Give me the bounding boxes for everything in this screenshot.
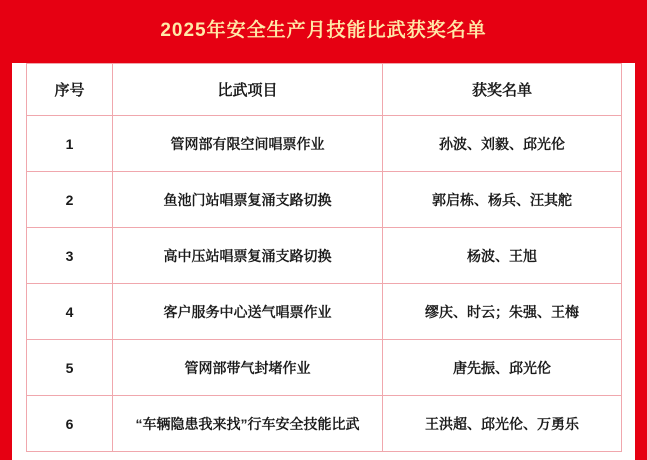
cell-winners: 唐先振、邱光伦 <box>383 340 622 396</box>
cell-no: 6 <box>27 396 113 452</box>
cell-no: 2 <box>27 172 113 228</box>
document-content <box>12 0 635 460</box>
cell-winners: 王洪超、邱光伦、万勇乐 <box>383 396 622 452</box>
cell-item: “车辆隐患我来找”行车安全技能比武 <box>113 396 383 452</box>
cell-winners: 杨波、王旭 <box>383 228 622 284</box>
right-red-bar <box>635 0 647 460</box>
cell-no: 5 <box>27 340 113 396</box>
cell-winners: 缪庆、时云；朱强、王梅 <box>383 284 622 340</box>
table-header <box>27 64 622 116</box>
cell-item: 客户服务中心送气唱票作业 <box>113 284 383 340</box>
table-row <box>27 116 622 172</box>
table-row <box>27 340 622 396</box>
title-banner <box>12 0 635 63</box>
cell-item: 管网部有限空间唱票作业 <box>113 116 383 172</box>
cell-no: 3 <box>27 228 113 284</box>
table-header-row <box>27 64 622 116</box>
cell-item: 高中压站唱票复涌支路切换 <box>113 228 383 284</box>
table-row <box>27 396 622 452</box>
cell-no: 1 <box>27 116 113 172</box>
header-item: 比武项目 <box>113 64 383 116</box>
cell-item: 管网部带气封堵作业 <box>113 340 383 396</box>
left-red-bar <box>0 0 12 460</box>
cell-winners: 孙波、刘毅、邱光伦 <box>383 116 622 172</box>
table-row <box>27 172 622 228</box>
header-winners: 获奖名单 <box>383 64 622 116</box>
header-no: 序号 <box>27 64 113 116</box>
cell-no: 4 <box>27 284 113 340</box>
cell-item: 鱼池门站唱票复涌支路切换 <box>113 172 383 228</box>
table-row <box>27 228 622 284</box>
award-table <box>26 63 622 452</box>
page-title: 2025年安全生产月技能比武获奖名单 <box>160 20 487 42</box>
cell-winners: 郭启栋、杨兵、汪其舵 <box>383 172 622 228</box>
table-row <box>27 284 622 340</box>
table-body <box>27 116 622 452</box>
